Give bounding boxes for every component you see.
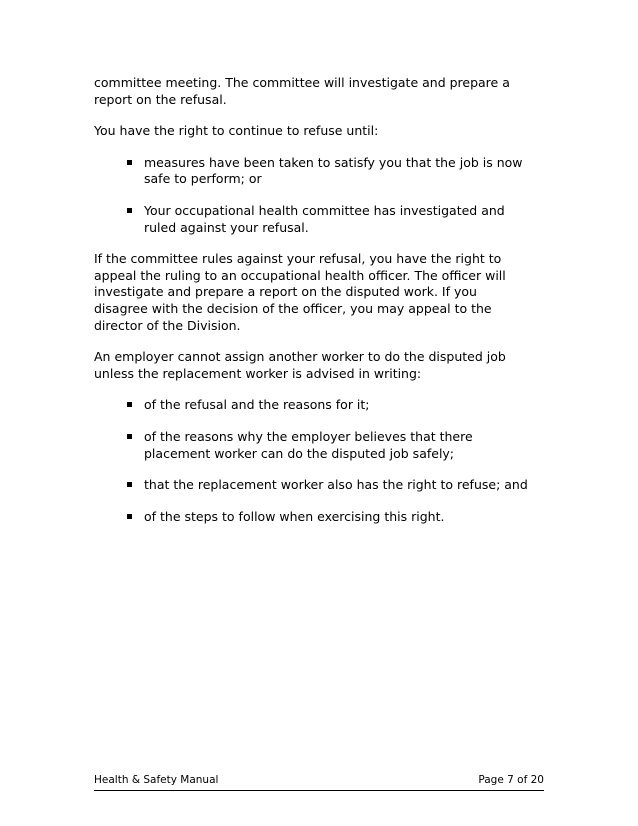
list-item-text: of the refusal and the reasons for it; <box>144 397 370 413</box>
list-item <box>94 155 534 188</box>
document-body <box>94 75 534 540</box>
footer-page-number: Page 7 of 20 <box>478 774 544 786</box>
list-item <box>94 429 534 462</box>
square-bullet-icon <box>127 208 132 213</box>
paragraph-employer-assignment: An employer cannot assign another worker to do the disputed job unless the replacement worker is advised in writing: <box>94 349 506 381</box>
paragraph-right-to-refuse: You have the right to continue to refuse until: <box>94 123 379 139</box>
list-item-text: of the steps to follow when exercising this right. <box>144 508 445 524</box>
paragraph-appeal: If the committee rules against your refusal, you have the right to appeal the ruling to an occupational health officer. The officer will investigate and prepare a report on the disputed work. If you disagree with the decision of the officer, you may appeal to the director of the Division. <box>94 251 506 333</box>
advised-in-writing-list <box>94 397 534 525</box>
list-item-text: of the reasons why the employer believes that there placement worker can do the disputed job safely; <box>144 428 473 461</box>
footer-document-title: Health & Safety Manual <box>94 774 219 786</box>
list-item <box>94 477 534 494</box>
list-item-text: that the replacement worker also has the right to refuse; and <box>144 477 528 493</box>
list-item-text: Your occupational health committee has investigated and ruled against your refusal. <box>144 202 505 235</box>
refuse-until-list <box>94 155 534 236</box>
square-bullet-icon <box>127 434 132 439</box>
list-item <box>94 397 534 414</box>
page-footer <box>94 772 544 791</box>
square-bullet-icon <box>127 160 132 165</box>
square-bullet-icon <box>127 514 132 519</box>
paragraph-committee-meeting: committee meeting. The committee will investigate and prepare a report on the refusal. <box>94 75 510 107</box>
list-item-text: measures have been taken to satisfy you that the job is now safe to perform; or <box>144 154 523 187</box>
square-bullet-icon <box>127 482 132 487</box>
list-item <box>94 203 534 236</box>
square-bullet-icon <box>127 402 132 407</box>
list-item <box>94 509 534 526</box>
